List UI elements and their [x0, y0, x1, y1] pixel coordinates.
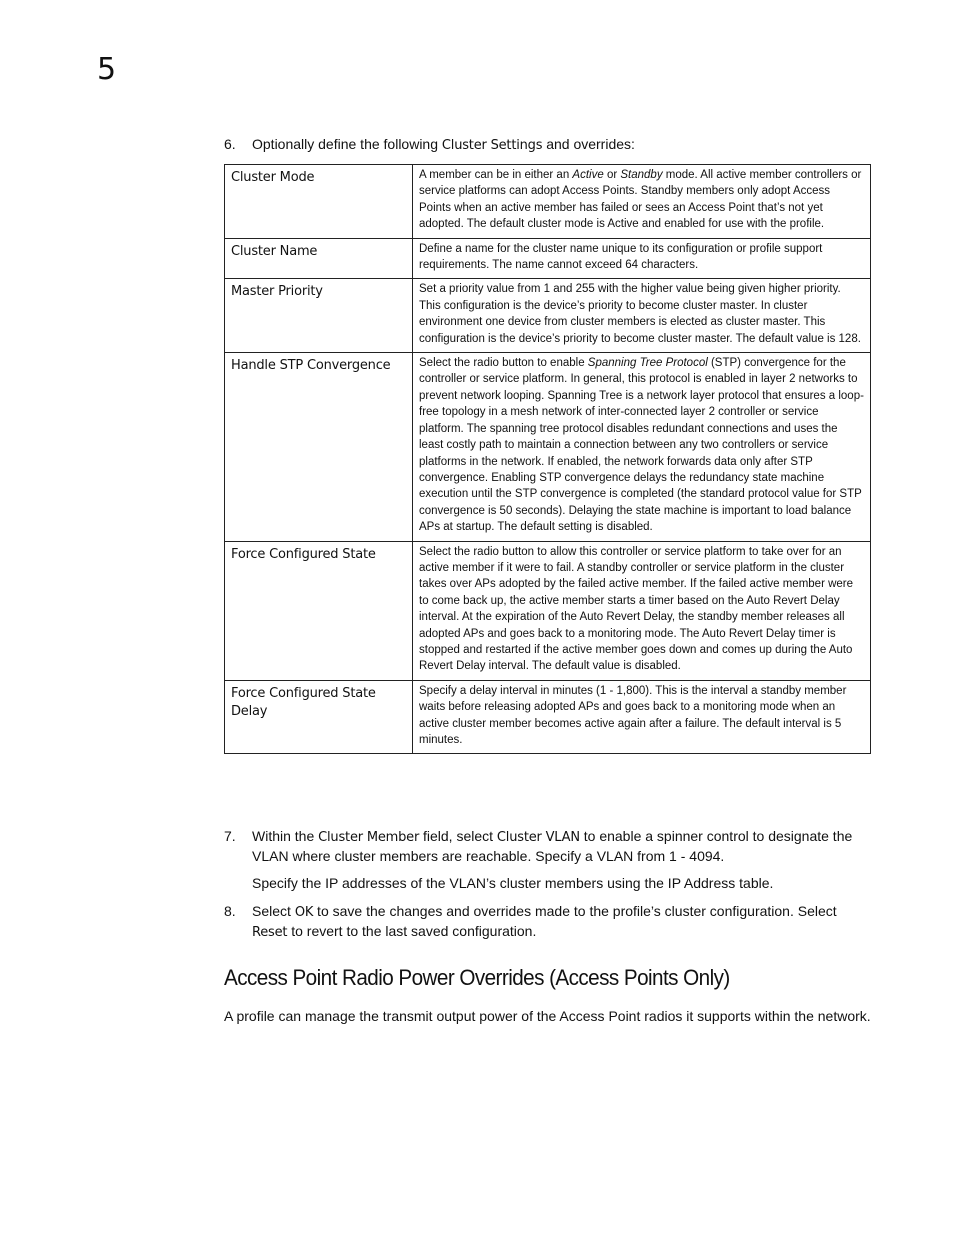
setting-term: Master Priority	[225, 279, 413, 353]
setting-term: Force Configured State	[225, 541, 413, 680]
setting-description	[413, 680, 871, 754]
description-text: or	[603, 169, 621, 181]
chapter-number: 5	[97, 52, 117, 87]
step-number: 7.	[224, 828, 236, 844]
settings-row	[225, 279, 871, 353]
settings-row	[225, 353, 871, 541]
emphasis-text: Spanning Tree Protocol	[587, 357, 708, 370]
ui-term: Cluster Member	[318, 830, 420, 845]
step-7-note: Specify the IP addresses of the VLAN’s cluster members using the IP Address table.	[252, 875, 774, 891]
cluster-settings-table	[224, 164, 871, 754]
description-text: mode. All active member controllers or service platforms can adopt Access Points. Standby members only adopt Access Points when an active member has failed or sees an Access Point that’s not yet adopted. The default cluster mode is Active and enabled for use with the profile.	[419, 169, 862, 231]
description-text: Select the radio button to enable	[419, 357, 588, 370]
step-number: 8.	[224, 903, 236, 919]
ui-term: Cluster VLAN	[496, 830, 580, 845]
step-6	[224, 135, 872, 155]
ui-term: Cluster Settings	[441, 138, 543, 153]
step-number: 6.	[224, 136, 236, 152]
setting-description	[413, 279, 871, 353]
step-text: Within the Cluster Member field, select Cluster VLAN to enable a spinner control to designate the VLAN where cluster members are reachable. Specify a VLAN from 1 - 4094.	[252, 828, 853, 864]
setting-description	[413, 541, 871, 680]
description-text: Select the radio button to allow this controller or service platform to take over for an active member if it were to fail. A standby controller or service platform in the cluster takes over APs adopted by the failed active member. If the failed active member were to come back up, the active member starts a timer based on the Auto Revert Delay interval. At the expiration of the Auto Revert Delay, the standby member releases all adopted APs and goes back to a monitoring mode. The Auto Revert Delay timer is stopped and restarted if the active member goes down and comes up during the Auto Revert Delay interval. The default value is disabled.	[419, 545, 854, 673]
description-text: A member can be in either an	[419, 169, 573, 181]
setting-term: Cluster Name	[225, 238, 413, 279]
emphasis-text: Standby	[620, 169, 663, 181]
ui-term: OK	[294, 905, 314, 920]
setting-description	[413, 165, 871, 239]
step-text: Select OK to save the changes and overrides made to the profile’s cluster configuration. Select Reset to revert to the last saved configuration.	[252, 903, 837, 940]
setting-description	[413, 238, 871, 279]
step-7	[224, 827, 872, 866]
section-heading: Access Point Radio Power Overrides (Access Points Only)	[224, 965, 730, 990]
emphasis-text: Active	[572, 169, 604, 181]
settings-row	[225, 541, 871, 680]
setting-term: Force Configured State Delay	[225, 680, 413, 754]
settings-row	[225, 165, 871, 239]
step-text: Optionally define the following Cluster Settings and overrides:	[252, 136, 635, 153]
description-text: (STP) convergence for the controller or service platform. In general, this protocol is enabled in layer 2 networks to prevent network looping. Spanning Tree is a network layer protocol that ensures a loop-free topology in a mesh network of inter-connected layer 2 controller or service platform. The spanning tree protocol disables redundant connections and uses the least costly path to maintain a connection between any two controllers or service platforms in the network. If enabled, the network forwards data only after STP convergence. Enabling STP convergence delays the redundancy state machine execution until the STP convergence is completed (the standard protocol value for STP convergence is 50 seconds). Delaying the state machine is important to load balance APs at startup. The default setting is disabled.	[419, 357, 864, 534]
description-text: Define a name for the cluster name unique to its configuration or profile support requirements. The name cannot exceed 64 characters.	[419, 242, 823, 272]
setting-term: Cluster Mode	[225, 165, 413, 239]
settings-row	[225, 680, 871, 754]
settings-row	[225, 238, 871, 279]
setting-term: Handle STP Convergence	[225, 353, 413, 541]
description-text: Specify a delay interval in minutes (1 - 1,800). This is the interval a standby member waits before releasing adopted APs and goes back to a monitoring mode when an active cluster member becomes active again after a failure. The default interval is 5 minutes.	[419, 684, 847, 746]
ui-term: Reset	[252, 925, 288, 940]
description-text: Set a priority value from 1 and 255 with the higher value being given higher priority. This configuration is the device’s priority to become cluster master. In cluster environment one device from cluster members is elected as cluster master. This configuration is the device’s priority to become cluster master. The default value is 128.	[419, 283, 861, 345]
section-body: A profile can manage the transmit output power of the Access Point radios it supports within the network.	[224, 1008, 871, 1024]
step-8	[224, 902, 872, 942]
setting-description	[413, 353, 871, 541]
